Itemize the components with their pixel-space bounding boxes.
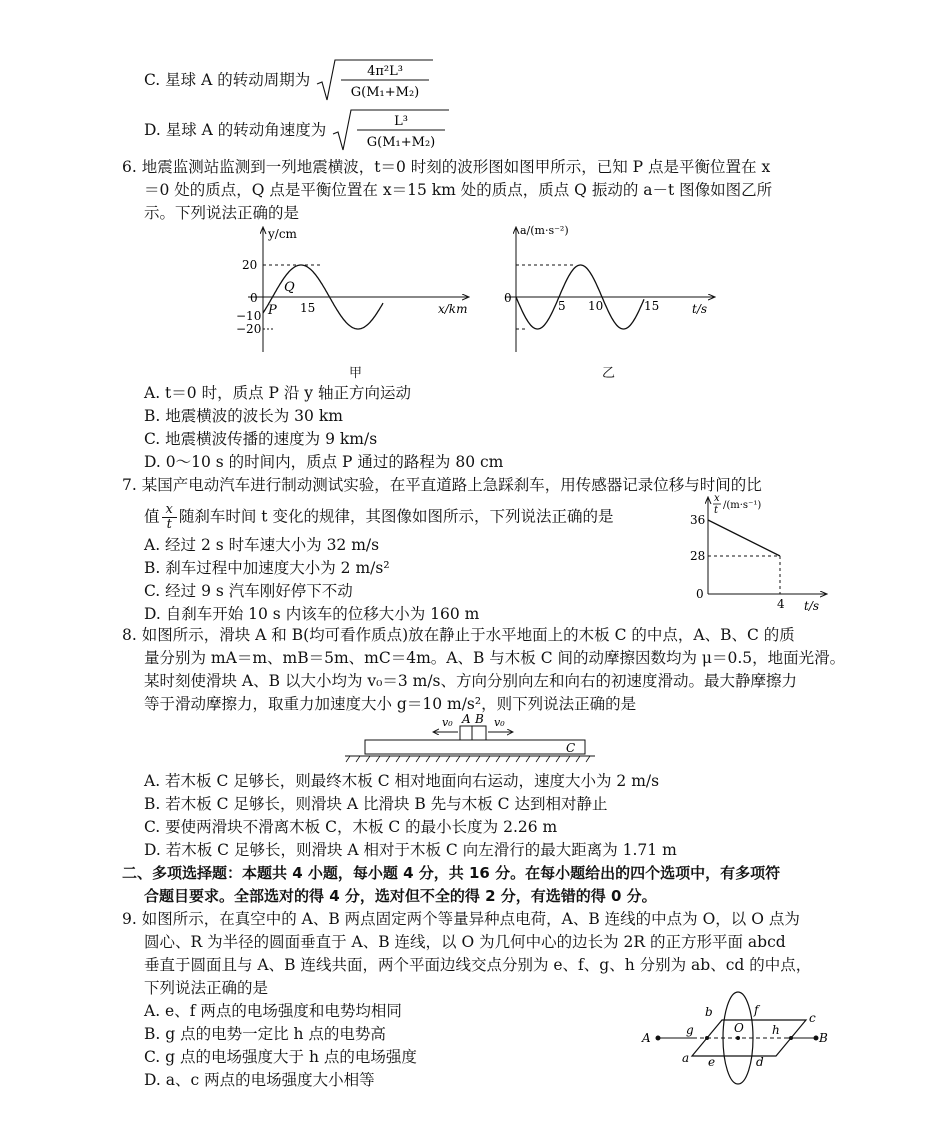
v0-left-label: v₀ [442, 716, 453, 729]
q7-line-2-start: 值 [144, 507, 160, 526]
section-2-line-1: 二、多项选择题：本题共 4 小题，每小题 4 分，共 16 分。在每小题给出的四个选项中，有多项符 [122, 864, 781, 882]
q7-option-a: A. 经过 2 s 时车速大小为 32 m/s [144, 536, 380, 554]
q5-option-d [144, 108, 834, 154]
fraction-numerator: x [162, 503, 177, 518]
point-h-label: h [772, 1023, 780, 1037]
corner-c-label: c [809, 1011, 816, 1025]
tick-minus-10: −10 [236, 309, 262, 323]
x-over-t-fraction [162, 503, 177, 532]
q9-line-2: 圆心、R 为半径的圆面垂直于 A、B 连线，以 O 为几何中心的边长为 2R 的正方形平面 abcd [144, 933, 786, 951]
block-a-label: A [462, 712, 471, 726]
x-axis-label: t/s [692, 302, 708, 316]
xt-ratio-graph [688, 490, 838, 616]
q6-line-1: 6. 地震监测站监测到一列地震横波，t＝0 时刻的波形图如图甲所示，已知 P 点是平衡位置在 x [122, 158, 771, 176]
point-e-label: e [708, 1055, 716, 1069]
charge-a-label: A [642, 1031, 651, 1045]
corner-d-label: d [756, 1055, 764, 1069]
fraction-denominator: t [166, 517, 172, 532]
question-6 [122, 156, 834, 225]
x-axis-label: x/km [438, 302, 468, 316]
y-axis-label: y/cm [268, 227, 297, 241]
tick-36: 36 [690, 513, 706, 527]
q6-line-2: ＝0 处的质点，Q 点是平衡位置在 x＝15 km 处的质点，质点 Q 振动的 a－t 图像如图乙所 [144, 181, 773, 199]
q7-option-d: D. 自刹车开始 10 s 内该车的位移大小为 160 m [144, 605, 480, 623]
point-f-label: f [754, 1003, 759, 1017]
q8-line-3: 某时刻使滑块 A、B 以大小均为 v₀＝3 m/s、方向分别向左和向右的初速度滑动。最大静摩擦力 [144, 672, 798, 690]
q8-option-d: D. 若木板 C 足够长，则滑块 A 相对于木板 C 向左滑行的最大距离为 1.71 m [144, 841, 677, 859]
q7-option-b: B. 刹车过程中加速度大小为 2 m/s² [144, 559, 390, 577]
q8-option-c: C. 要使两滑块不滑离木板 C，木板 C 的最小长度为 2.26 m [144, 818, 558, 836]
fraction-denominator: G(M₁+M₂) [350, 85, 420, 100]
point-q-label: Q [284, 280, 295, 295]
tick-4: 4 [777, 597, 785, 611]
accel-graph-yi [492, 222, 732, 382]
q6-line-3: 示。下列说法正确的是 [144, 204, 300, 222]
corner-b-label: b [705, 1005, 713, 1019]
v0-right-label: v₀ [494, 716, 505, 729]
q5-option-c [144, 58, 834, 104]
tick-15: 15 [300, 301, 316, 315]
tick-20: 20 [242, 258, 258, 272]
figure-caption-yi: 乙 [602, 366, 616, 381]
y-label-numerator: x [714, 493, 720, 504]
fraction-denominator: G(M₁+M₂) [366, 135, 436, 150]
sqrt-expression [315, 58, 435, 104]
q8-line-2: 量分别为 mA＝m、mB＝5m、mC＝4m。A、B 与木板 C 间的动摩擦因数均为 μ＝0.5，地面光滑。 [144, 649, 846, 667]
q9-line-3: 垂直于圆面且与 A、B 连线共面，两个平面边线交点分别为 e、f、g、h 分别为 ab、cd 的中点， [144, 956, 812, 974]
y-label-unit: /(m·s⁻¹) [723, 500, 762, 511]
charge-b-label: B [819, 1031, 828, 1045]
y-label-denominator: t [714, 505, 719, 516]
question-8 [122, 624, 846, 716]
tick-15: 15 [644, 299, 660, 313]
fraction-numerator: L³ [394, 114, 409, 129]
board-c-label: C [566, 741, 576, 755]
tick-minus-20: −20 [236, 322, 262, 336]
q8-option-b: B. 若木板 C 足够长，则滑块 A 比滑块 B 先与木板 C 达到相对静止 [144, 795, 608, 813]
question-9 [122, 908, 834, 1000]
q8-line-4: 等于滑动摩擦力，取重力加速度大小 g＝10 m/s²，则下列说法正确的是 [144, 695, 637, 713]
q6-option-a: A. t＝0 时，质点 P 沿 y 轴正方向运动 [144, 384, 411, 402]
q9-option-a: A. e、f 两点的电场强度和电势均相同 [144, 1002, 402, 1020]
tick-28: 28 [690, 549, 706, 563]
figure-caption-jia: 甲 [349, 366, 363, 381]
y-axis-label: a/(m·s⁻²) [520, 224, 569, 237]
point-g-label: g [686, 1023, 694, 1037]
q6-option-c: C. 地震横波传播的速度为 9 km/s [144, 430, 378, 448]
tick-0: 0 [250, 291, 258, 305]
wave-graph-jia [228, 222, 478, 382]
point-o-label: O [734, 1021, 744, 1035]
tick-0: 0 [504, 291, 512, 305]
tick-5: 5 [558, 299, 566, 313]
section-2-line-2: 合题目要求。全部选对的得 4 分，选对但不全的得 2 分，有选错的得 0 分。 [144, 887, 657, 905]
q6-option-b: B. 地震横波的波长为 30 km [144, 407, 343, 425]
q9-option-d: D. a、c 两点的电场强度大小相等 [144, 1071, 375, 1089]
block-b-label: B [475, 712, 484, 726]
blocks-on-board-figure [340, 712, 600, 768]
q8-option-a: A. 若木板 C 足够长，则最终木板 C 相对地面向右运动，速度大小为 2 m/s [144, 772, 660, 790]
q8-line-1: 8. 如图所示，滑块 A 和 B(均可看作质点)放在静止于水平地面上的木板 C 的中点，A、B、C 的质 [122, 626, 795, 644]
fraction-numerator: 4π²L³ [367, 64, 404, 79]
q9-option-c: C. g 点的电场强度大于 h 点的电场强度 [144, 1048, 417, 1066]
q6-option-d: D. 0～10 s 的时间内，质点 P 通过的路程为 80 cm [144, 453, 504, 471]
q7-option-c: C. 经过 9 s 汽车刚好停下不动 [144, 582, 353, 600]
q8-options [144, 770, 834, 862]
sqrt-expression [331, 108, 451, 154]
q6-options [144, 382, 834, 474]
q9-line-4: 下列说法正确的是 [144, 979, 269, 997]
q9-line-1: 9. 如图所示，在真空中的 A、B 两点固定两个等量异种点电荷，A、B 连线的中点为 O，以 O 点为 [122, 910, 800, 928]
tick-0: 0 [696, 587, 704, 601]
q5-option-c-text: C. 星球 A 的转动周期为 [144, 71, 311, 89]
corner-a-label: a [682, 1051, 690, 1065]
charges-circle-square-figure [634, 990, 834, 1090]
tick-10: 10 [588, 299, 604, 313]
q7-line-2-end: 随刹车时间 t 变化的规律，其图像如图所示，下列说法正确的是 [178, 507, 614, 526]
q5-option-d-text: D. 星球 A 的转动角速度为 [144, 121, 327, 139]
point-p-label: P [268, 303, 277, 318]
q9-option-b: B. g 点的电势一定比 h 点的电势高 [144, 1025, 386, 1043]
x-axis-label: t/s [804, 599, 820, 613]
q7-line-1: 7. 某国产电动汽车进行制动测试实验，在平直道路上急踩刹车，用传感器记录位移与时间的比 [122, 476, 762, 494]
section-2-header [122, 862, 834, 908]
